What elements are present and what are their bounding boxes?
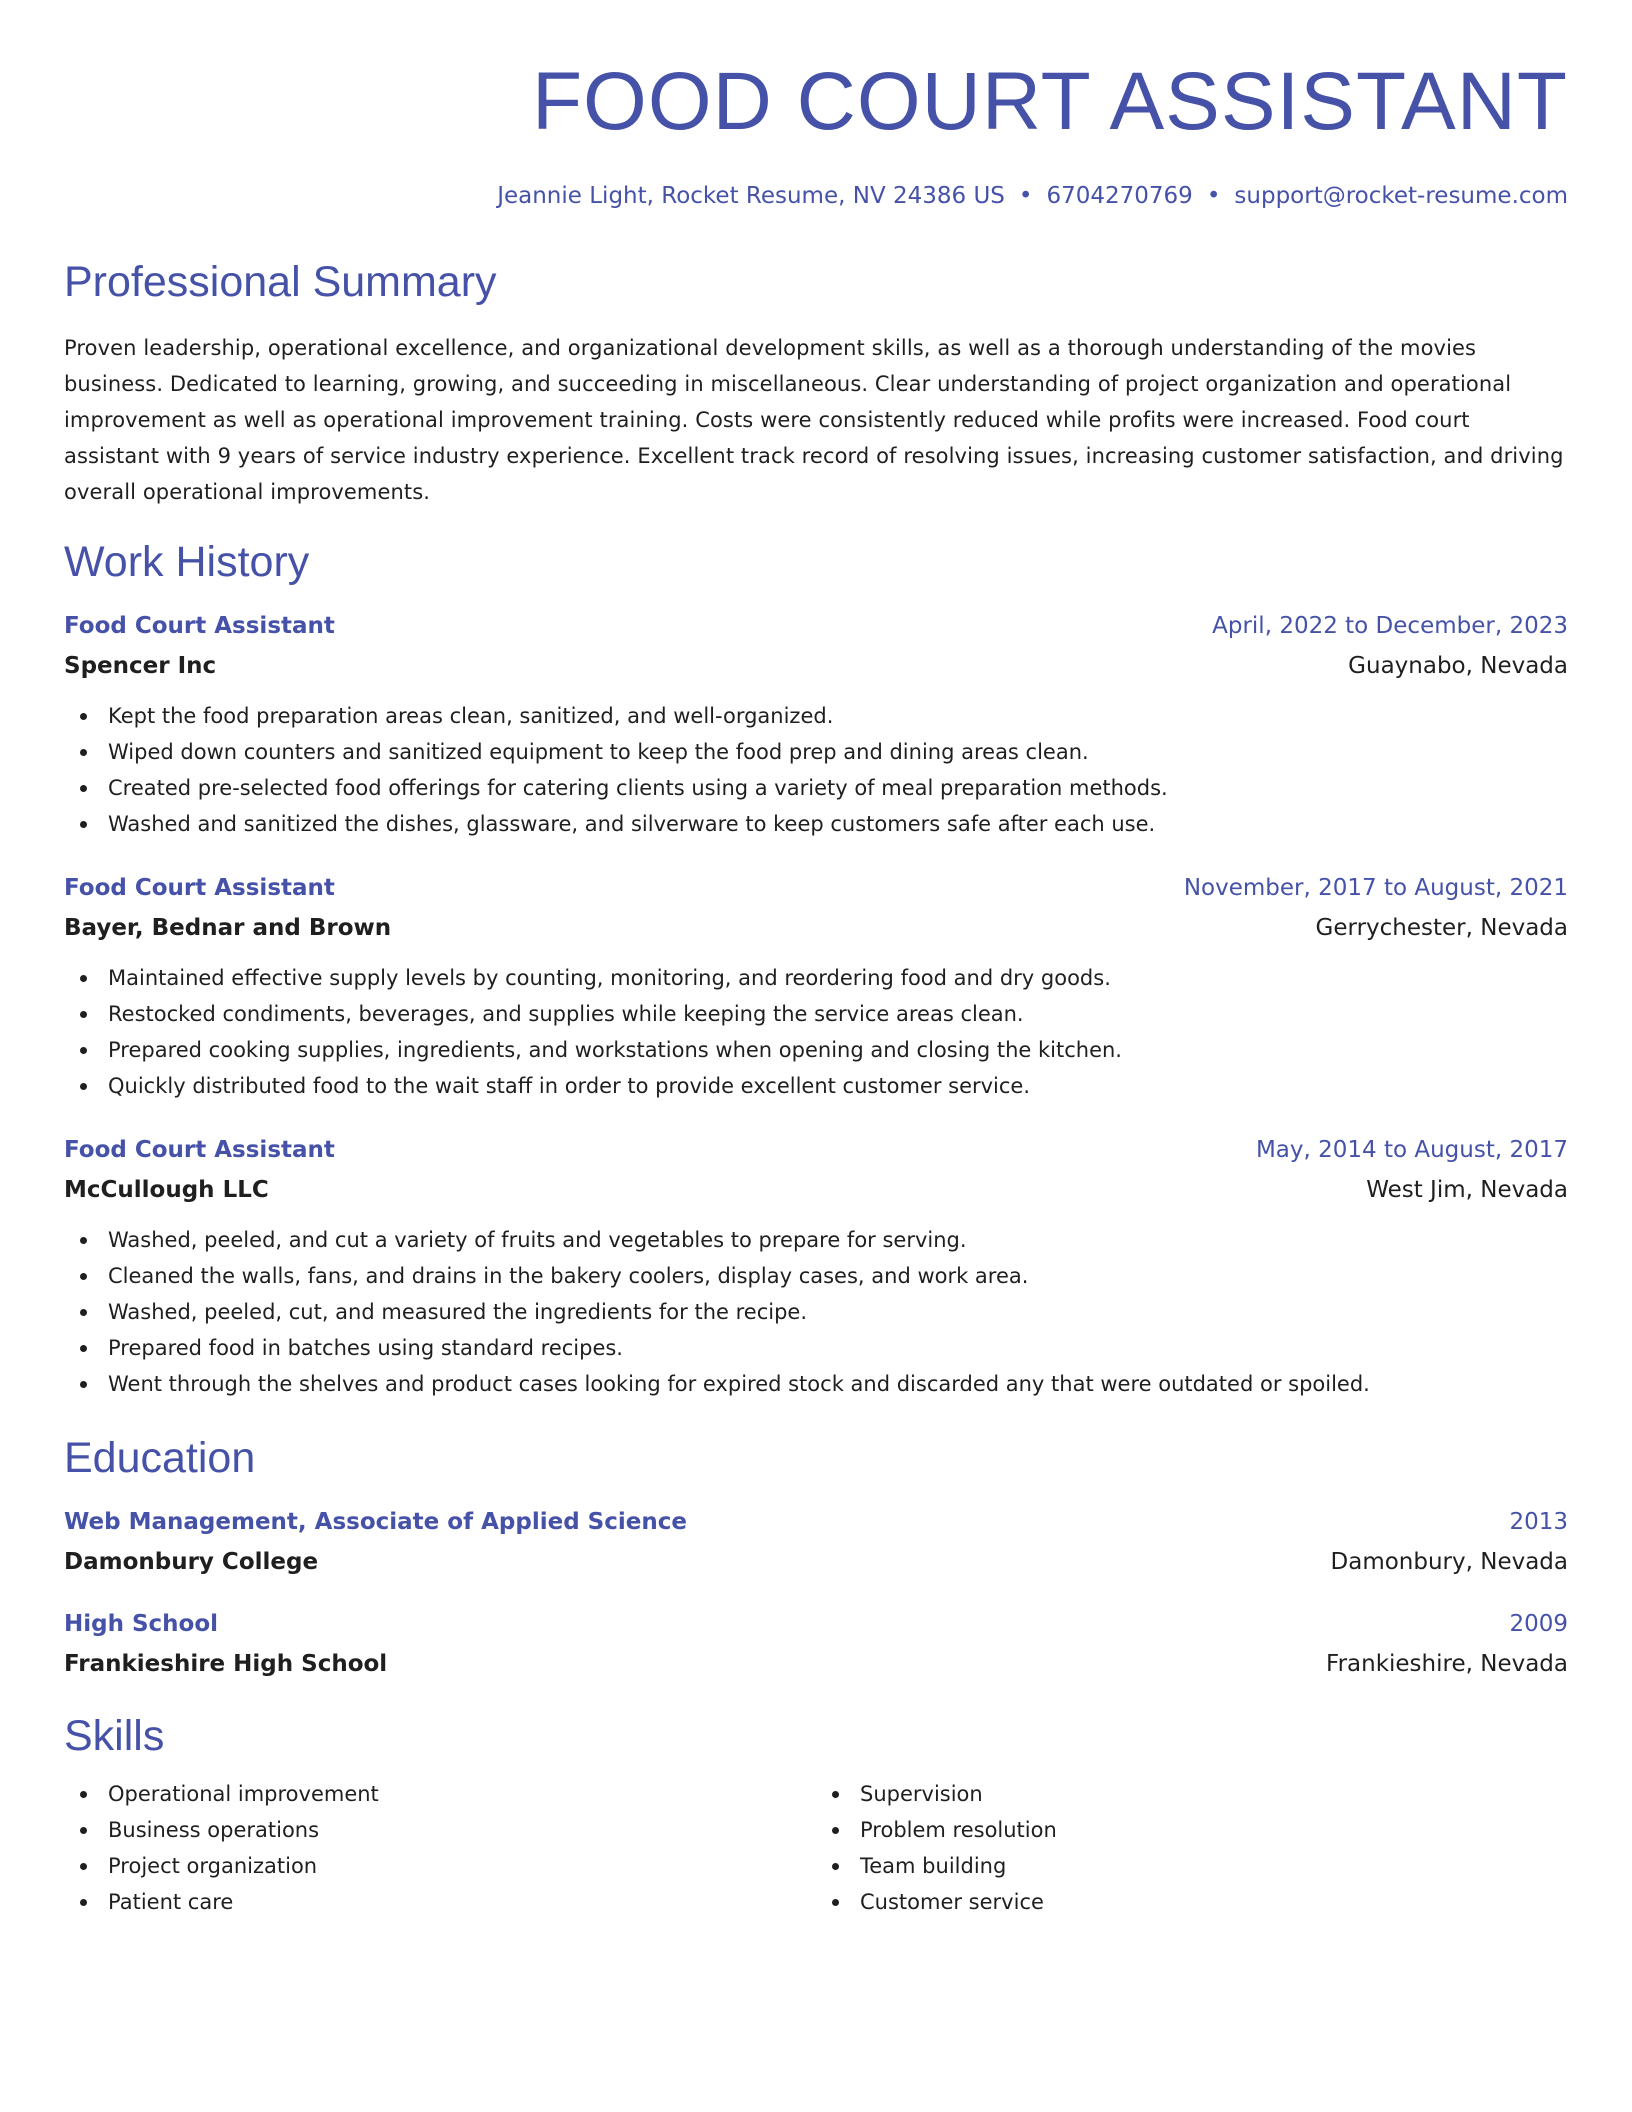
job-bullet: Maintained effective supply levels by counting, monitoring, and reordering food and dry goods. bbox=[64, 960, 1568, 996]
education-heading: Education bbox=[64, 1434, 256, 1482]
summary-heading: Professional Summary bbox=[64, 258, 497, 306]
job-dates: April, 2022 to December, 2023 bbox=[1212, 613, 1568, 639]
job-company: Spencer Inc bbox=[64, 653, 217, 679]
job-bullet: Washed, peeled, cut, and measured the ingredients for the recipe. bbox=[64, 1294, 1568, 1330]
job-title: Food Court Assistant bbox=[64, 875, 335, 901]
job-entry bbox=[64, 610, 1568, 842]
job-company: McCullough LLC bbox=[64, 1177, 269, 1203]
education-location: Frankieshire, Nevada bbox=[1326, 1651, 1568, 1677]
job-bullet: Created pre-selected food offerings for catering clients using a variety of meal preparation methods. bbox=[64, 770, 1568, 806]
job-bullet: Washed and sanitized the dishes, glassware, and silverware to keep customers safe after each use. bbox=[64, 806, 1568, 842]
education-entry bbox=[64, 1608, 1568, 1680]
job-bullets bbox=[64, 1222, 1568, 1402]
skills-heading: Skills bbox=[64, 1712, 165, 1760]
job-title: Food Court Assistant bbox=[64, 613, 335, 639]
job-bullet: Kept the food preparation areas clean, sanitized, and well-organized. bbox=[64, 698, 1568, 734]
education-year: 2009 bbox=[1509, 1611, 1568, 1637]
job-bullets bbox=[64, 698, 1568, 842]
contact-address: Jeannie Light, Rocket Resume, NV 24386 US bbox=[497, 183, 1005, 209]
education-school: Damonbury College bbox=[64, 1549, 319, 1575]
education-degree: Web Management, Associate of Applied Science bbox=[64, 1509, 687, 1535]
skill-item: Project organization bbox=[64, 1848, 816, 1884]
job-bullet: Wiped down counters and sanitized equipment to keep the food prep and dining areas clean. bbox=[64, 734, 1568, 770]
contact-separator: • bbox=[1206, 183, 1221, 209]
job-company: Bayer, Bednar and Brown bbox=[64, 915, 392, 941]
skill-item: Operational improvement bbox=[64, 1776, 816, 1812]
summary-text: Proven leadership, operational excellence, and organizational development skills, as well as a thorough understanding of the movies business. Dedicated to learning, growing, and succeeding in miscellaneous. Clear understanding of project organization and operational improvement as well as operational improvement training. Costs were consistently reduced while profits were increased. Food court assistant with 9 years of service industry experience. Excellent track record of resolving issues, increasing customer satisfaction, and driving overall operational improvements. bbox=[64, 336, 1564, 504]
education-degree: High School bbox=[64, 1611, 219, 1637]
resume-title: FOOD COURT ASSISTANT bbox=[531, 56, 1568, 147]
job-bullet: Prepared cooking supplies, ingredients, and workstations when opening and closing the kitchen. bbox=[64, 1032, 1568, 1068]
job-bullets bbox=[64, 960, 1568, 1104]
job-bullet: Went through the shelves and product cases looking for expired stock and discarded any that were outdated or spoiled. bbox=[64, 1366, 1568, 1402]
skills-list bbox=[64, 1776, 1568, 1920]
contact-email: support@rocket-resume.com bbox=[1234, 183, 1568, 209]
skill-item: Team building bbox=[816, 1848, 1568, 1884]
education-entry bbox=[64, 1506, 1568, 1578]
skill-item: Supervision bbox=[816, 1776, 1568, 1812]
education-school: Frankieshire High School bbox=[64, 1651, 388, 1677]
skills-column-right bbox=[816, 1776, 1568, 1920]
contact-separator: • bbox=[1018, 183, 1033, 209]
job-dates: November, 2017 to August, 2021 bbox=[1183, 875, 1568, 901]
job-dates: May, 2014 to August, 2017 bbox=[1255, 1137, 1568, 1163]
job-bullet: Quickly distributed food to the wait staff in order to provide excellent customer service. bbox=[64, 1068, 1568, 1104]
job-location: Gerrychester, Nevada bbox=[1315, 915, 1568, 941]
skill-item: Patient care bbox=[64, 1884, 816, 1920]
skill-item: Business operations bbox=[64, 1812, 816, 1848]
skill-item: Customer service bbox=[816, 1884, 1568, 1920]
job-location: West Jim, Nevada bbox=[1366, 1177, 1568, 1203]
contact-phone: 6704270769 bbox=[1046, 183, 1193, 209]
job-location: Guaynabo, Nevada bbox=[1348, 653, 1568, 679]
job-entry bbox=[64, 872, 1568, 1104]
skills-column-left bbox=[64, 1776, 816, 1920]
job-entry bbox=[64, 1134, 1568, 1402]
education-year: 2013 bbox=[1509, 1509, 1568, 1535]
job-bullet: Restocked condiments, beverages, and supplies while keeping the service areas clean. bbox=[64, 996, 1568, 1032]
work-history-heading: Work History bbox=[64, 538, 310, 586]
skill-item: Problem resolution bbox=[816, 1812, 1568, 1848]
education-location: Damonbury, Nevada bbox=[1330, 1549, 1568, 1575]
contact-line bbox=[64, 180, 1568, 212]
job-bullet: Washed, peeled, and cut a variety of fruits and vegetables to prepare for serving. bbox=[64, 1222, 1568, 1258]
job-bullet: Cleaned the walls, fans, and drains in the bakery coolers, display cases, and work area. bbox=[64, 1258, 1568, 1294]
job-bullet: Prepared food in batches using standard recipes. bbox=[64, 1330, 1568, 1366]
job-title: Food Court Assistant bbox=[64, 1137, 335, 1163]
